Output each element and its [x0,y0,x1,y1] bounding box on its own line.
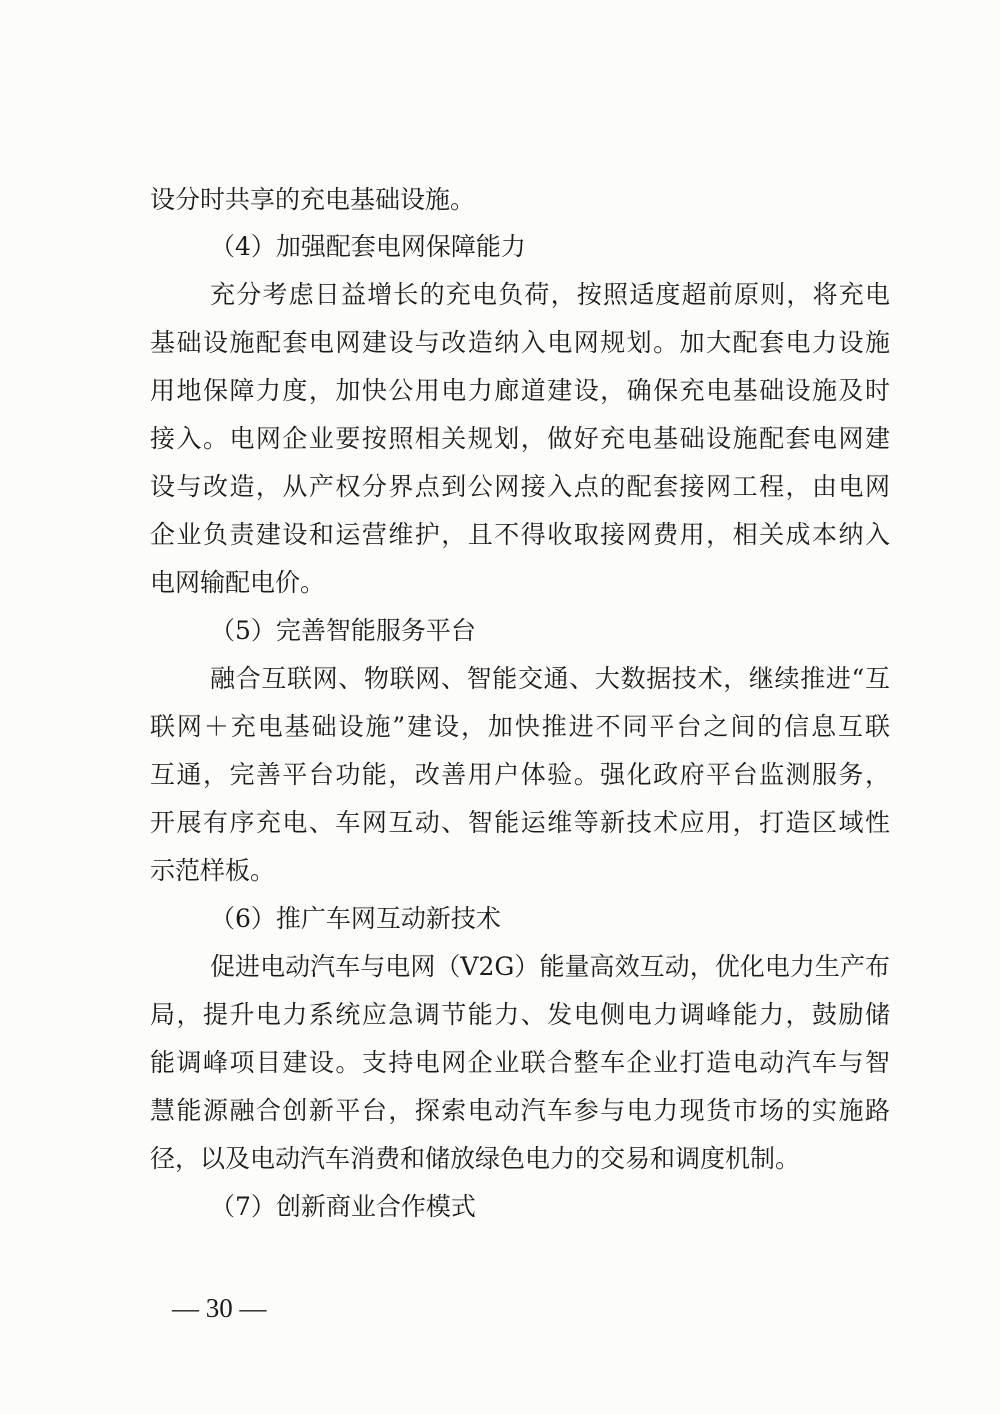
paragraph-line: 企业负责建设和运营维护，且不得收取接网费用，相关成本纳入 [150,520,890,549]
section-heading: （7）创新商业合作模式 [210,1192,476,1221]
section-heading: （4）加强配套电网保障能力 [210,232,526,261]
paragraph-line: 接入。电网企业要按照相关规划，做好充电基础设施配套电网建 [150,424,890,453]
paragraph-line: 互通，完善平台功能，改善用户体验。强化政府平台监测服务， [150,760,890,789]
page-number: — 30 — [172,1293,267,1323]
paragraph-line: 设与改造，从产权分界点到公网接入点的配套接网工程，由电网 [150,472,890,501]
section-heading: （6）推广车网互动新技术 [210,904,501,933]
paragraph-line: 联网＋充电基础设施”建设，加快推进不同平台之间的信息互联 [150,712,890,741]
paragraph-line: 开展有序充电、车网互动、智能运维等新技术应用，打造区域性 [150,808,890,837]
paragraph-line: 电网输配电价。 [150,568,326,597]
paragraph-line: 用地保障力度，加快公用电力廊道建设，确保充电基础设施及时 [150,376,890,405]
paragraph-line: 设分时共享的充电基础设施。 [150,185,476,214]
paragraph-line: 示范样板。 [150,856,276,885]
paragraph-line: 慧能源融合创新平台，探索电动汽车参与电力现货市场的实施路 [150,1096,890,1125]
paragraph-line: 融合互联网、物联网、智能交通、大数据技术，继续推进“互 [210,664,890,693]
paragraph-line: 充分考虑日益增长的充电负荷，按照适度超前原则，将充电 [210,280,890,309]
section-heading: （5）完善智能服务平台 [210,616,476,645]
paragraph-line: 基础设施配套电网建设与改造纳入电网规划。加大配套电力设施 [150,328,890,357]
paragraph-line: 能调峰项目建设。支持电网企业联合整车企业打造电动汽车与智 [150,1048,890,1077]
paragraph-line: 局，提升电力系统应急调节能力、发电侧电力调峰能力，鼓励储 [150,1000,890,1029]
paragraph-line: 径，以及电动汽车消费和储放绿色电力的交易和调度机制。 [150,1144,801,1173]
paragraph-line: 促进电动汽车与电网（V2G）能量高效互动，优化电力生产布 [210,952,890,981]
